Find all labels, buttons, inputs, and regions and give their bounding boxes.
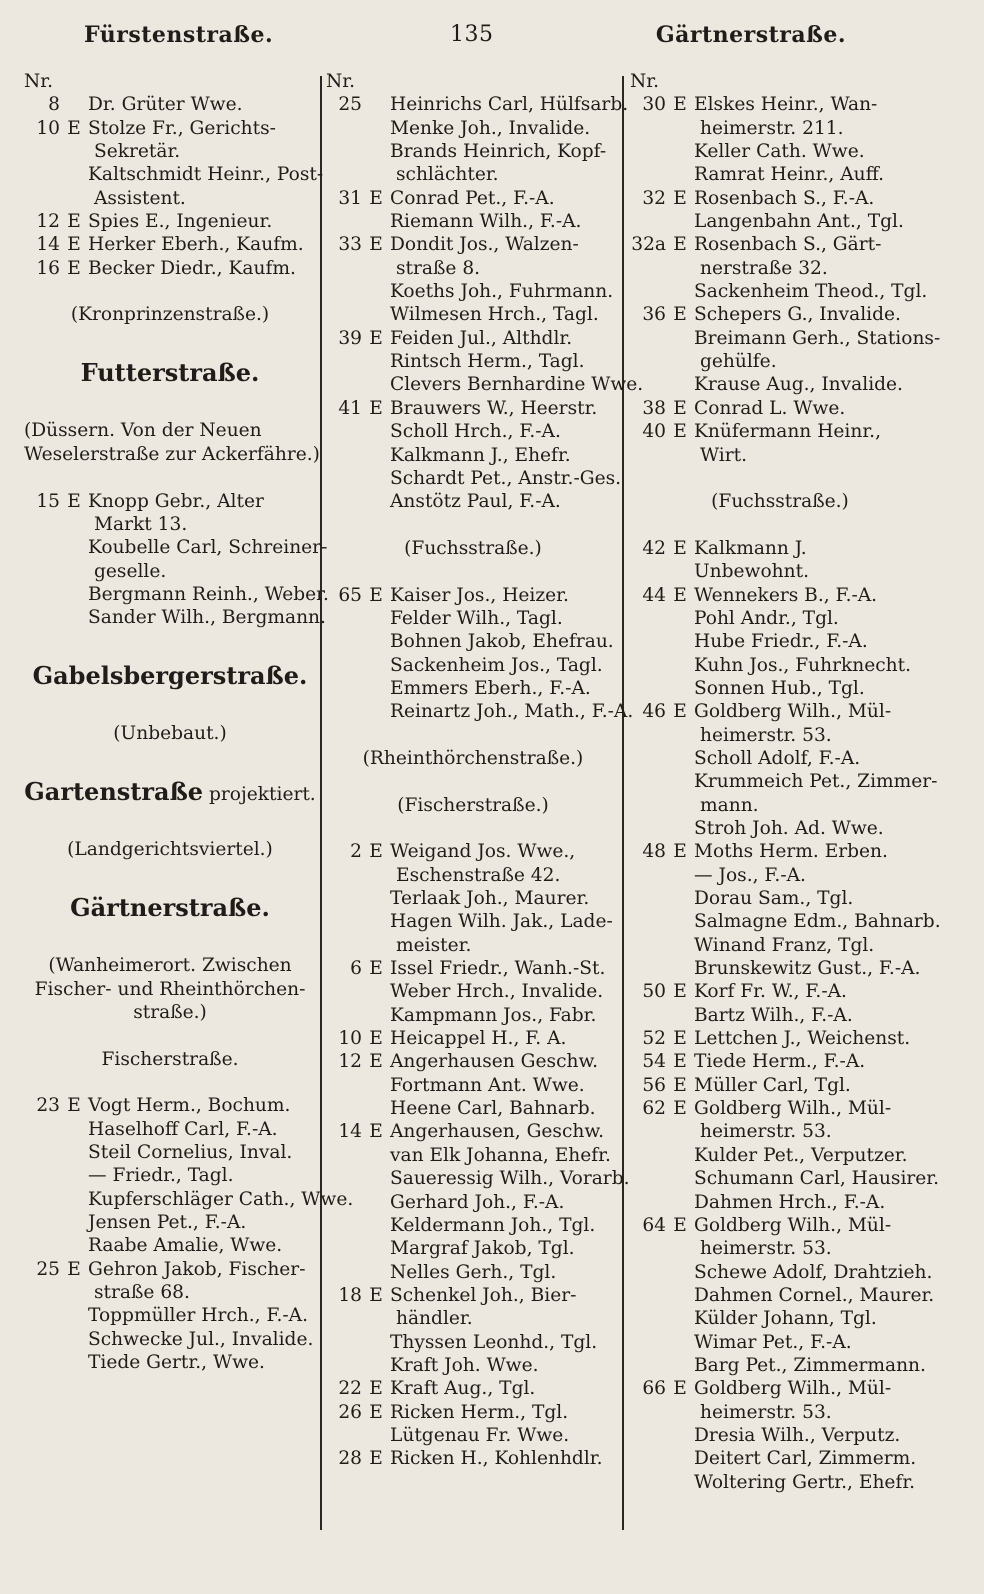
list-item	[630, 537, 930, 560]
list-item: Sackenheim Jos., Tagl.	[390, 654, 603, 676]
list-item: Kalkmann J., Ehefr.	[390, 444, 571, 466]
house-number: 42	[642, 537, 666, 559]
list-item: Wimar Pet., F.-A.	[694, 1331, 852, 1353]
owner-mark: E	[673, 1378, 687, 1400]
house-number: 25	[36, 1258, 60, 1280]
list-item: Bergmann Reinh., Weber.	[88, 583, 329, 605]
list-item: Schewe Adolf, Drahtzieh.	[694, 1261, 933, 1283]
list-item: Anstötz Paul, F.-A.	[390, 491, 561, 513]
house-number: 10	[36, 117, 60, 139]
list-item: Stroh Joh. Ad. Wwe.	[694, 818, 884, 839]
list-item: Keldermann Joh., Tgl.	[390, 1214, 596, 1236]
list-item: mann.	[700, 794, 759, 816]
list-item: schlächter.	[396, 164, 499, 186]
owner-mark: E	[369, 584, 383, 606]
resident: Dr. Grüter Wwe.	[88, 94, 243, 116]
street-description: (Landgerichtsviertel.)	[67, 839, 273, 861]
list-item: Lütgenau Fr. Wwe.	[390, 1424, 570, 1446]
house-number: 48	[642, 841, 666, 863]
list-item	[326, 1027, 620, 1050]
list-item: Dresia Wilh., Verputz.	[694, 1424, 901, 1446]
cross-street: (Fuchsstraße.)	[711, 491, 849, 513]
list-item: Brunskewitz Gust., F.-A.	[694, 958, 921, 980]
owner-mark: E	[369, 1051, 383, 1073]
owner-mark: E	[369, 1448, 383, 1470]
list-item: gehülfe.	[700, 351, 777, 373]
list-item: Heene Carl, Bahnarb.	[390, 1098, 596, 1120]
owner-mark: E	[673, 701, 687, 723]
list-item: Steil Cornelius, Inval.	[88, 1142, 293, 1164]
list-item	[326, 397, 620, 420]
owner-mark: E	[673, 94, 687, 116]
street-description: (Wanheimerort. Zwischen	[48, 955, 292, 977]
resident: Wennekers B., F.-A.	[694, 584, 878, 606]
list-item: Saueressig Wilh., Vorarb.	[390, 1168, 630, 1190]
list-item	[630, 1214, 930, 1237]
owner-mark: E	[67, 490, 81, 512]
owner-mark: E	[673, 234, 687, 256]
column-2	[326, 70, 644, 1471]
house-number: 14	[36, 234, 60, 256]
list-item: Thyssen Leonhd., Tgl.	[390, 1331, 598, 1353]
resident: Herker Eberh., Kaufm.	[88, 234, 304, 256]
owner-mark: E	[673, 1028, 687, 1050]
header-right-street: Gärtnerstraße.	[655, 22, 846, 48]
list-item: Schwecke Jul., Invalide.	[88, 1328, 314, 1350]
list-item	[326, 1377, 620, 1400]
resident: Goldberg Wilh., Mül-	[694, 1214, 892, 1236]
owner-mark: E	[67, 117, 81, 139]
owner-mark: E	[673, 1214, 687, 1236]
list-item	[24, 257, 316, 280]
resident: Ricken Herm., Tgl.	[390, 1401, 569, 1423]
house-number: 52	[642, 1028, 666, 1050]
list-item: Schumann Carl, Hausirer.	[694, 1168, 940, 1190]
house-number: 50	[642, 981, 666, 1003]
house-number: 22	[338, 1378, 362, 1400]
list-item: Unbewohnt.	[694, 561, 809, 583]
house-number: 33	[338, 234, 362, 256]
list-item: Kampmann Jos., Fabr.	[390, 1004, 597, 1026]
list-item	[630, 1097, 930, 1120]
list-item: — Friedr., Tagl.	[88, 1165, 234, 1187]
list-item: Gerhard Joh., F.-A.	[390, 1191, 565, 1213]
resident: Dondit Jos., Walzen-	[390, 234, 579, 256]
list-item	[630, 980, 930, 1003]
house-number: 2	[350, 841, 362, 863]
list-item: Koubelle Carl, Schreiner-	[88, 537, 328, 559]
list-item	[24, 210, 316, 233]
owner-mark: E	[369, 958, 383, 980]
list-item: Riemann Wilh., F.-A.	[390, 211, 582, 233]
list-item: Reinartz Joh., Math., F.-A.	[390, 701, 634, 723]
cross-street: Fischerstraße.	[101, 1048, 239, 1070]
list-item	[630, 1377, 930, 1400]
list-item: Sackenheim Theod., Tgl.	[694, 281, 928, 303]
list-item: Scholl Hrch., F.-A.	[390, 421, 561, 443]
house-number: 16	[36, 257, 60, 279]
owner-mark: E	[67, 234, 81, 256]
owner-mark: E	[369, 841, 383, 863]
list-item: Weber Hrch., Invalide.	[390, 981, 604, 1003]
resident: Feiden Jul., Althdlr.	[390, 327, 573, 349]
owner-mark: E	[673, 981, 687, 1003]
resident: Becker Diedr., Kaufm.	[88, 257, 296, 279]
resident: Goldberg Wilh., Mül-	[694, 1378, 892, 1400]
house-number: 30	[642, 94, 666, 116]
resident: Ricken H., Kohlenhdlr.	[390, 1448, 603, 1470]
house-number: 65	[338, 584, 362, 606]
resident: Spies E., Ingenieur.	[88, 211, 273, 233]
list-item: Bohnen Jakob, Ehefrau.	[390, 631, 614, 653]
list-item: Felder Wilh., Tagl.	[390, 607, 563, 629]
resident: Brauwers W., Heerstr.	[390, 397, 598, 419]
list-item	[630, 700, 930, 723]
resident: Elskes Heinr., Wan-	[694, 94, 878, 116]
list-item: Markt 13.	[94, 513, 188, 535]
resident: Vogt Herm., Bochum.	[88, 1095, 291, 1117]
resident: Issel Friedr., Wanh.-St.	[390, 958, 606, 980]
list-item: heimerstr. 53.	[700, 1401, 832, 1423]
list-item: Emmers Eberh., F.-A.	[390, 677, 591, 699]
street-description: (Unbebaut.)	[113, 723, 227, 745]
list-item: Kraft Joh. Wwe.	[390, 1354, 539, 1376]
house-number: 14	[338, 1121, 362, 1143]
resident: Moths Herm. Erben.	[694, 841, 888, 863]
resident: Conrad Pet., F.-A.	[390, 187, 555, 209]
street-title: Gärtnerstraße.	[70, 892, 270, 922]
resident: Heinrichs Carl, Hülfsarb.	[390, 94, 629, 116]
list-item	[630, 303, 930, 326]
resident: Kalkmann J.	[694, 537, 807, 559]
house-number: 25	[338, 94, 362, 116]
resident: Schenkel Joh., Bier-	[390, 1284, 577, 1306]
house-number: 31	[338, 187, 362, 209]
list-item: Dahmen Hrch., F.-A.	[694, 1191, 886, 1213]
owner-mark: E	[67, 211, 81, 233]
list-item: Külder Johann, Tgl.	[694, 1308, 877, 1330]
owner-mark: E	[369, 1284, 383, 1306]
page-number: 135	[450, 22, 494, 47]
resident: Angerhausen Geschw.	[390, 1051, 599, 1073]
list-item: Toppmüller Hrch., F.-A.	[88, 1305, 309, 1327]
list-item: nerstraße 32.	[700, 257, 828, 279]
resident: Korf Fr. W., F.-A.	[694, 981, 847, 1003]
list-item: heimerstr. 211.	[700, 117, 844, 139]
list-item: Scholl Adolf, F.-A.	[694, 747, 861, 769]
list-item: meister.	[396, 934, 472, 956]
owner-mark: E	[369, 1028, 383, 1050]
list-item: Dorau Sam., Tgl.	[694, 888, 854, 910]
street-title: Futterstraße.	[80, 358, 260, 388]
list-item: Bartz Wilh., F.-A.	[694, 1004, 853, 1026]
owner-mark: E	[67, 1095, 81, 1117]
house-number: 32a	[631, 234, 666, 256]
list-item: Wirt.	[700, 444, 748, 466]
list-item	[24, 233, 316, 256]
street-title: Gabelsbergerstraße.	[32, 660, 308, 690]
owner-mark: E	[369, 1378, 383, 1400]
house-number: 38	[642, 397, 666, 419]
list-item: Ramrat Heinr., Auff.	[694, 164, 885, 186]
list-item: Sander Wilh., Bergmann.	[88, 607, 326, 629]
list-item	[326, 1447, 620, 1470]
list-item: straße 68.	[94, 1282, 190, 1304]
owner-mark: E	[67, 1258, 81, 1280]
resident: Gehron Jakob, Fischer-	[88, 1258, 306, 1280]
street-status: projektiert.	[209, 783, 316, 805]
resident: Müller Carl, Tgl.	[694, 1074, 851, 1096]
owner-mark: E	[673, 1098, 687, 1120]
house-number: 66	[642, 1378, 666, 1400]
resident: Kaiser Jos., Heizer.	[390, 584, 569, 606]
list-item: Wilmesen Hrch., Tagl.	[390, 304, 599, 326]
resident: Knopp Gebr., Alter	[88, 490, 264, 512]
resident: Goldberg Wilh., Mül-	[694, 1098, 892, 1120]
resident: Schepers G., Invalide.	[694, 304, 901, 326]
list-item: heimerstr. 53.	[700, 1238, 832, 1260]
list-item: Dahmen Cornel., Maurer.	[694, 1284, 935, 1306]
house-number: 12	[36, 211, 60, 233]
list-item: geselle.	[94, 560, 167, 582]
street-title: Gartenstraße	[24, 776, 204, 806]
owner-mark: E	[369, 1401, 383, 1423]
list-item: Margraf Jakob, Tgl.	[390, 1238, 575, 1260]
list-item: Kulder Pet., Verputzer.	[694, 1144, 908, 1166]
list-item: Kupferschläger Cath., Wwe.	[88, 1188, 354, 1210]
list-item: Fortmann Ant. Wwe.	[390, 1074, 585, 1096]
resident: Heicappel H., F. A.	[390, 1028, 567, 1050]
list-item	[630, 584, 930, 607]
resident: Weigand Jos. Wwe.,	[390, 841, 576, 863]
list-item: straße 8.	[396, 257, 481, 279]
house-number: 10	[338, 1028, 362, 1050]
list-item: händler.	[396, 1308, 473, 1330]
list-item: Breimann Gerh., Stations-	[694, 327, 941, 349]
owner-mark: E	[369, 1121, 383, 1143]
cross-street: (Rheinthörchenstraße.)	[362, 747, 584, 769]
owner-mark: E	[673, 584, 687, 606]
list-item: Nelles Gerh., Tgl.	[390, 1261, 557, 1283]
list-item	[326, 327, 620, 350]
resident: Tiede Herm., F.-A.	[694, 1051, 866, 1073]
nr-label: Nr.	[24, 71, 54, 92]
list-item: Rintsch Herm., Tagl.	[390, 351, 585, 373]
owner-mark: E	[673, 421, 687, 443]
owner-mark: E	[369, 234, 383, 256]
list-item	[630, 397, 930, 420]
list-item: Assistent.	[94, 187, 186, 209]
house-number: 23	[36, 1095, 60, 1117]
list-item	[326, 1284, 620, 1307]
list-item: Hagen Wilh. Jak., Lade-	[390, 911, 613, 933]
list-item: van Elk Johanna, Ehefr.	[390, 1144, 611, 1166]
list-item: Deitert Carl, Zimmerm.	[694, 1448, 917, 1470]
column-divider	[320, 76, 322, 1530]
list-item: Brands Heinrich, Kopf-	[390, 141, 607, 163]
list-item: Koeths Joh., Fuhrmann.	[390, 281, 614, 303]
list-item	[24, 117, 316, 140]
cross-street: (Kronprinzenstraße.)	[70, 304, 270, 326]
owner-mark: E	[673, 1051, 687, 1073]
list-item: Sonnen Hub., Tgl.	[694, 677, 865, 699]
list-item	[326, 1120, 620, 1143]
nr-label: Nr.	[326, 71, 356, 92]
house-number: 40	[642, 421, 666, 443]
list-item	[24, 1258, 316, 1281]
street-description: straße.)	[133, 1002, 207, 1023]
house-number: 62	[642, 1098, 666, 1120]
list-item: Woltering Gertr., Ehefr.	[694, 1471, 916, 1493]
column-3	[630, 70, 941, 1494]
resident: Conrad L. Wwe.	[694, 397, 846, 419]
list-item	[326, 957, 620, 980]
list-item: Tiede Gertr., Wwe.	[88, 1352, 265, 1374]
list-item: Jensen Pet., F.-A.	[88, 1212, 247, 1234]
list-item	[630, 420, 930, 443]
resident: Knüfermann Heinr.,	[694, 421, 881, 443]
owner-mark: E	[369, 327, 383, 349]
list-item: Hube Friedr., F.-A.	[694, 631, 868, 653]
resident: Kraft Aug., Tgl.	[390, 1378, 536, 1400]
list-item	[630, 1027, 930, 1050]
owner-mark: E	[369, 397, 383, 419]
owner-mark: E	[673, 841, 687, 863]
owner-mark: E	[673, 537, 687, 559]
list-item: Menke Joh., Invalide.	[390, 117, 591, 139]
list-item: Raabe Amalie, Wwe.	[88, 1235, 283, 1257]
list-item: Sekretär.	[94, 141, 181, 163]
list-item: Clevers Bernhardine Wwe.	[390, 374, 644, 396]
list-item	[24, 1094, 316, 1117]
list-item: Krummeich Pet., Zimmer-	[694, 771, 938, 793]
list-item: Barg Pet., Zimmermann.	[694, 1354, 926, 1376]
list-item	[326, 1401, 620, 1424]
list-item: Eschenstraße 42.	[396, 864, 561, 886]
street-title-row	[24, 769, 316, 815]
list-item: Salmagne Edm., Bahnarb.	[694, 911, 941, 933]
house-number: 8	[48, 94, 60, 116]
list-item	[326, 187, 620, 210]
list-item	[630, 233, 930, 256]
list-item	[326, 1050, 620, 1073]
nr-label: Nr.	[630, 71, 660, 92]
owner-mark: E	[67, 257, 81, 279]
list-item: Schardt Pet., Anstr.-Ges.	[390, 467, 622, 489]
list-item: — Jos., F.-A.	[694, 864, 806, 886]
list-item: Keller Cath. Wwe.	[694, 141, 865, 163]
house-number: 41	[338, 397, 362, 419]
owner-mark: E	[369, 187, 383, 209]
cross-street: (Fischerstraße.)	[397, 794, 549, 816]
house-number: 18	[338, 1284, 362, 1306]
house-number: 28	[338, 1448, 362, 1470]
list-item: heimerstr. 53.	[700, 724, 832, 746]
list-item: Winand Franz, Tgl.	[694, 934, 875, 956]
house-number: 36	[642, 304, 666, 326]
list-item	[630, 1050, 930, 1073]
owner-mark: E	[673, 187, 687, 209]
house-number: 44	[642, 584, 666, 606]
owner-mark: E	[673, 1074, 687, 1096]
resident: Lettchen J., Weichenst.	[694, 1028, 911, 1050]
list-item: Haselhoff Carl, F.-A.	[88, 1118, 278, 1140]
list-item	[630, 840, 930, 863]
house-number: 12	[338, 1051, 362, 1073]
house-number: 39	[338, 327, 362, 349]
resident: Angerhausen, Geschw.	[390, 1121, 604, 1143]
house-number: 15	[36, 490, 60, 512]
list-item	[24, 490, 316, 513]
street-description: Fischer- und Rheinthörchen-	[34, 978, 306, 1000]
resident: Rosenbach S., F.-A.	[694, 187, 875, 209]
list-item: Langenbahn Ant., Tgl.	[694, 211, 904, 233]
house-number: 6	[350, 958, 362, 980]
list-item: heimerstr. 53.	[700, 1121, 832, 1143]
owner-mark: E	[673, 304, 687, 326]
street-description: (Düssern. Von der Neuen	[24, 420, 262, 442]
list-item	[326, 840, 620, 863]
list-item	[24, 93, 316, 116]
list-item: Krause Aug., Invalide.	[694, 374, 903, 396]
list-item: Pohl Andr., Tgl.	[694, 607, 839, 629]
street-description: Weselerstraße zur Ackerfähre.)	[24, 443, 320, 465]
house-number: 26	[338, 1401, 362, 1423]
house-number: 56	[642, 1074, 666, 1096]
list-item	[326, 233, 620, 256]
list-item	[630, 93, 930, 116]
list-item	[630, 187, 930, 210]
column-divider	[622, 76, 624, 1530]
list-item: Kaltschmidt Heinr., Post-	[88, 164, 324, 186]
house-number: 54	[642, 1051, 666, 1073]
resident: Rosenbach S., Gärt-	[694, 234, 882, 256]
list-item	[326, 584, 620, 607]
resident: Stolze Fr., Gerichts-	[88, 117, 276, 139]
header-left-street: Fürstenstraße.	[84, 22, 274, 48]
resident: Goldberg Wilh., Mül-	[694, 701, 892, 723]
owner-mark: E	[673, 397, 687, 419]
house-number: 64	[642, 1214, 666, 1236]
list-item	[630, 1074, 930, 1097]
house-number: 46	[642, 701, 666, 723]
list-item: Terlaak Joh., Maurer.	[390, 888, 590, 910]
list-item: Kuhn Jos., Fuhrknecht.	[694, 654, 911, 676]
list-item	[326, 93, 629, 116]
cross-street: (Fuchsstraße.)	[404, 537, 542, 559]
house-number: 32	[642, 187, 666, 209]
